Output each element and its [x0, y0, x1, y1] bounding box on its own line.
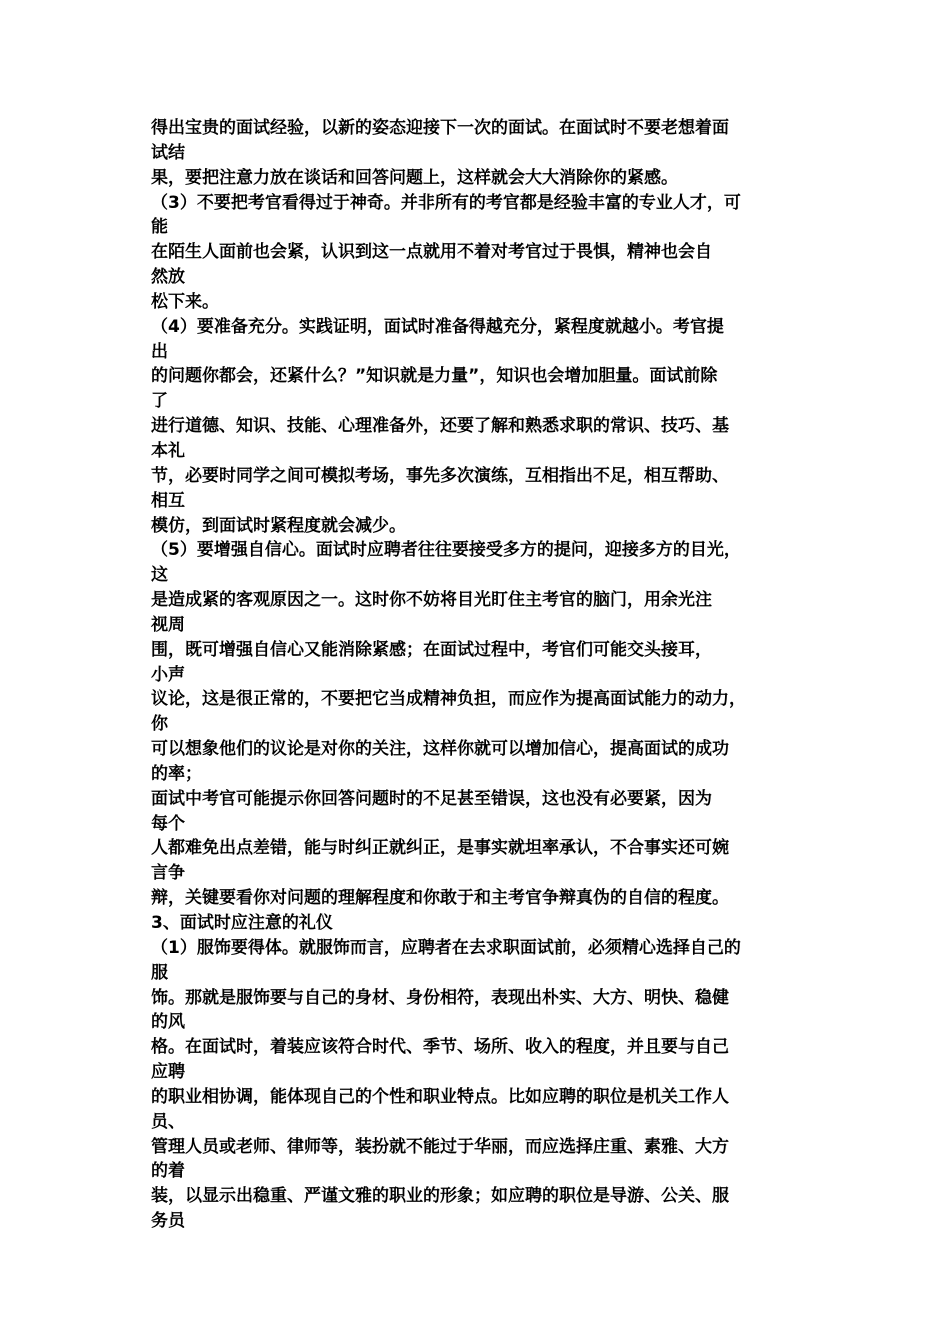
text-line: 的问题你都会，还紧什么？”知识就是力量”，知识也会增加胆量。面试前除	[151, 366, 718, 387]
text-line: 的风	[151, 1012, 185, 1033]
text-line: 试结	[151, 142, 185, 163]
text-line: 服	[151, 962, 168, 983]
text-line: 的着	[151, 1161, 185, 1182]
text-line: 装，以显示出稳重、严谨文雅的职业的形象；如应聘的职位是导游、公关、服	[151, 1186, 729, 1207]
text-line: 然放	[151, 267, 185, 288]
text-line: 员、	[151, 1111, 185, 1132]
text-line: 相互	[151, 490, 185, 511]
text-line: （5）要增强自信心。面试时应聘者往往要接受多方的提问，迎接多方的目光，	[151, 540, 741, 561]
text-line: 管理人员或老师、律师等，装扮就不能过于华丽，而应选择庄重、素雅、大方	[151, 1136, 729, 1157]
text-line: 模仿，到面试时紧程度就会减少。	[151, 515, 406, 536]
text-line: 视周	[151, 614, 185, 635]
text-line: 面试中考官可能提示你回答问题时的不足甚至错误，这也没有必要紧，因为	[151, 788, 712, 809]
text-line: 格。在面试时，着装应该符合时代、季节、场所、收入的程度，并且要与自己	[151, 1037, 729, 1058]
text-line: 辩，关键要看你对问题的理解程度和你敢于和主考官争辩真伪的自信的程度。	[151, 888, 729, 909]
text-line: 可以想象他们的议论是对你的关注，这样你就可以增加信心，提高面试的成功	[151, 739, 729, 760]
text-line: 务员	[151, 1211, 185, 1232]
text-line: 得出宝贵的面试经验，以新的姿态迎接下一次的面试。在面试时不要老想着面	[151, 118, 729, 138]
section-heading: 3、面试时应注意的礼仪	[151, 913, 333, 933]
text-line: 的率；	[151, 763, 202, 784]
text-line: 的职业相协调，能体现自己的个性和职业特点。比如应聘的职位是机关工作人	[151, 1086, 729, 1107]
text-line: （3）不要把考官看得过于神奇。并非所有的考官都是经验丰富的专业人才，可	[151, 192, 741, 213]
text-line: 应聘	[151, 1062, 185, 1083]
text-line: （4）要准备充分。实践证明，面试时准备得越充分，紧程度就越小。考官提	[151, 316, 724, 337]
document-body	[151, 116, 801, 1234]
text-line: 每个	[151, 813, 185, 834]
text-line: 出	[151, 341, 168, 362]
text-line: 议论，这是很正常的，不要把它当成精神负担，而应作为提高面试能力的动力，	[151, 689, 746, 710]
text-line: 松下来。	[151, 291, 219, 312]
text-line: 在陌生人面前也会紧，认识到这一点就用不着对考官过于畏惧，精神也会自	[151, 242, 712, 263]
text-line: 果，要把注意力放在谈话和回答问题上，这样就会大大消除你的紧感。	[151, 167, 678, 188]
text-line: 能	[151, 217, 168, 238]
text-line: 言争	[151, 863, 185, 884]
text-line: 这	[151, 565, 168, 586]
text-line: 进行道德、知识、技能、心理准备外，还要了解和熟悉求职的常识、技巧、基	[151, 416, 729, 437]
text-line: （1）服饰要得体。就服饰而言，应聘者在去求职面试前，必须精心选择自己的	[151, 937, 741, 958]
text-line: 人都难免出点差错，能与时纠正就纠正，是事实就坦率承认，不合事实还可婉	[151, 838, 729, 859]
text-line: 本礼	[151, 440, 185, 461]
text-line: 饰。那就是服饰要与自己的身材、身份相符，表现出朴实、大方、明快、稳健	[151, 987, 729, 1008]
text-line: 围，既可增强自信心又能消除紧感；在面试过程中，考官们可能交头接耳，	[151, 639, 712, 660]
text-line: 你	[151, 714, 168, 735]
text-line: 是造成紧的客观原因之一。这时你不妨将目光盯住主考官的脑门，用余光注	[151, 590, 712, 611]
text-line: 小声	[151, 664, 185, 685]
text-line: 节，必要时同学之间可模拟考场，事先多次演练，互相指出不足，相互帮助、	[151, 465, 729, 486]
text-line: 了	[151, 391, 168, 412]
